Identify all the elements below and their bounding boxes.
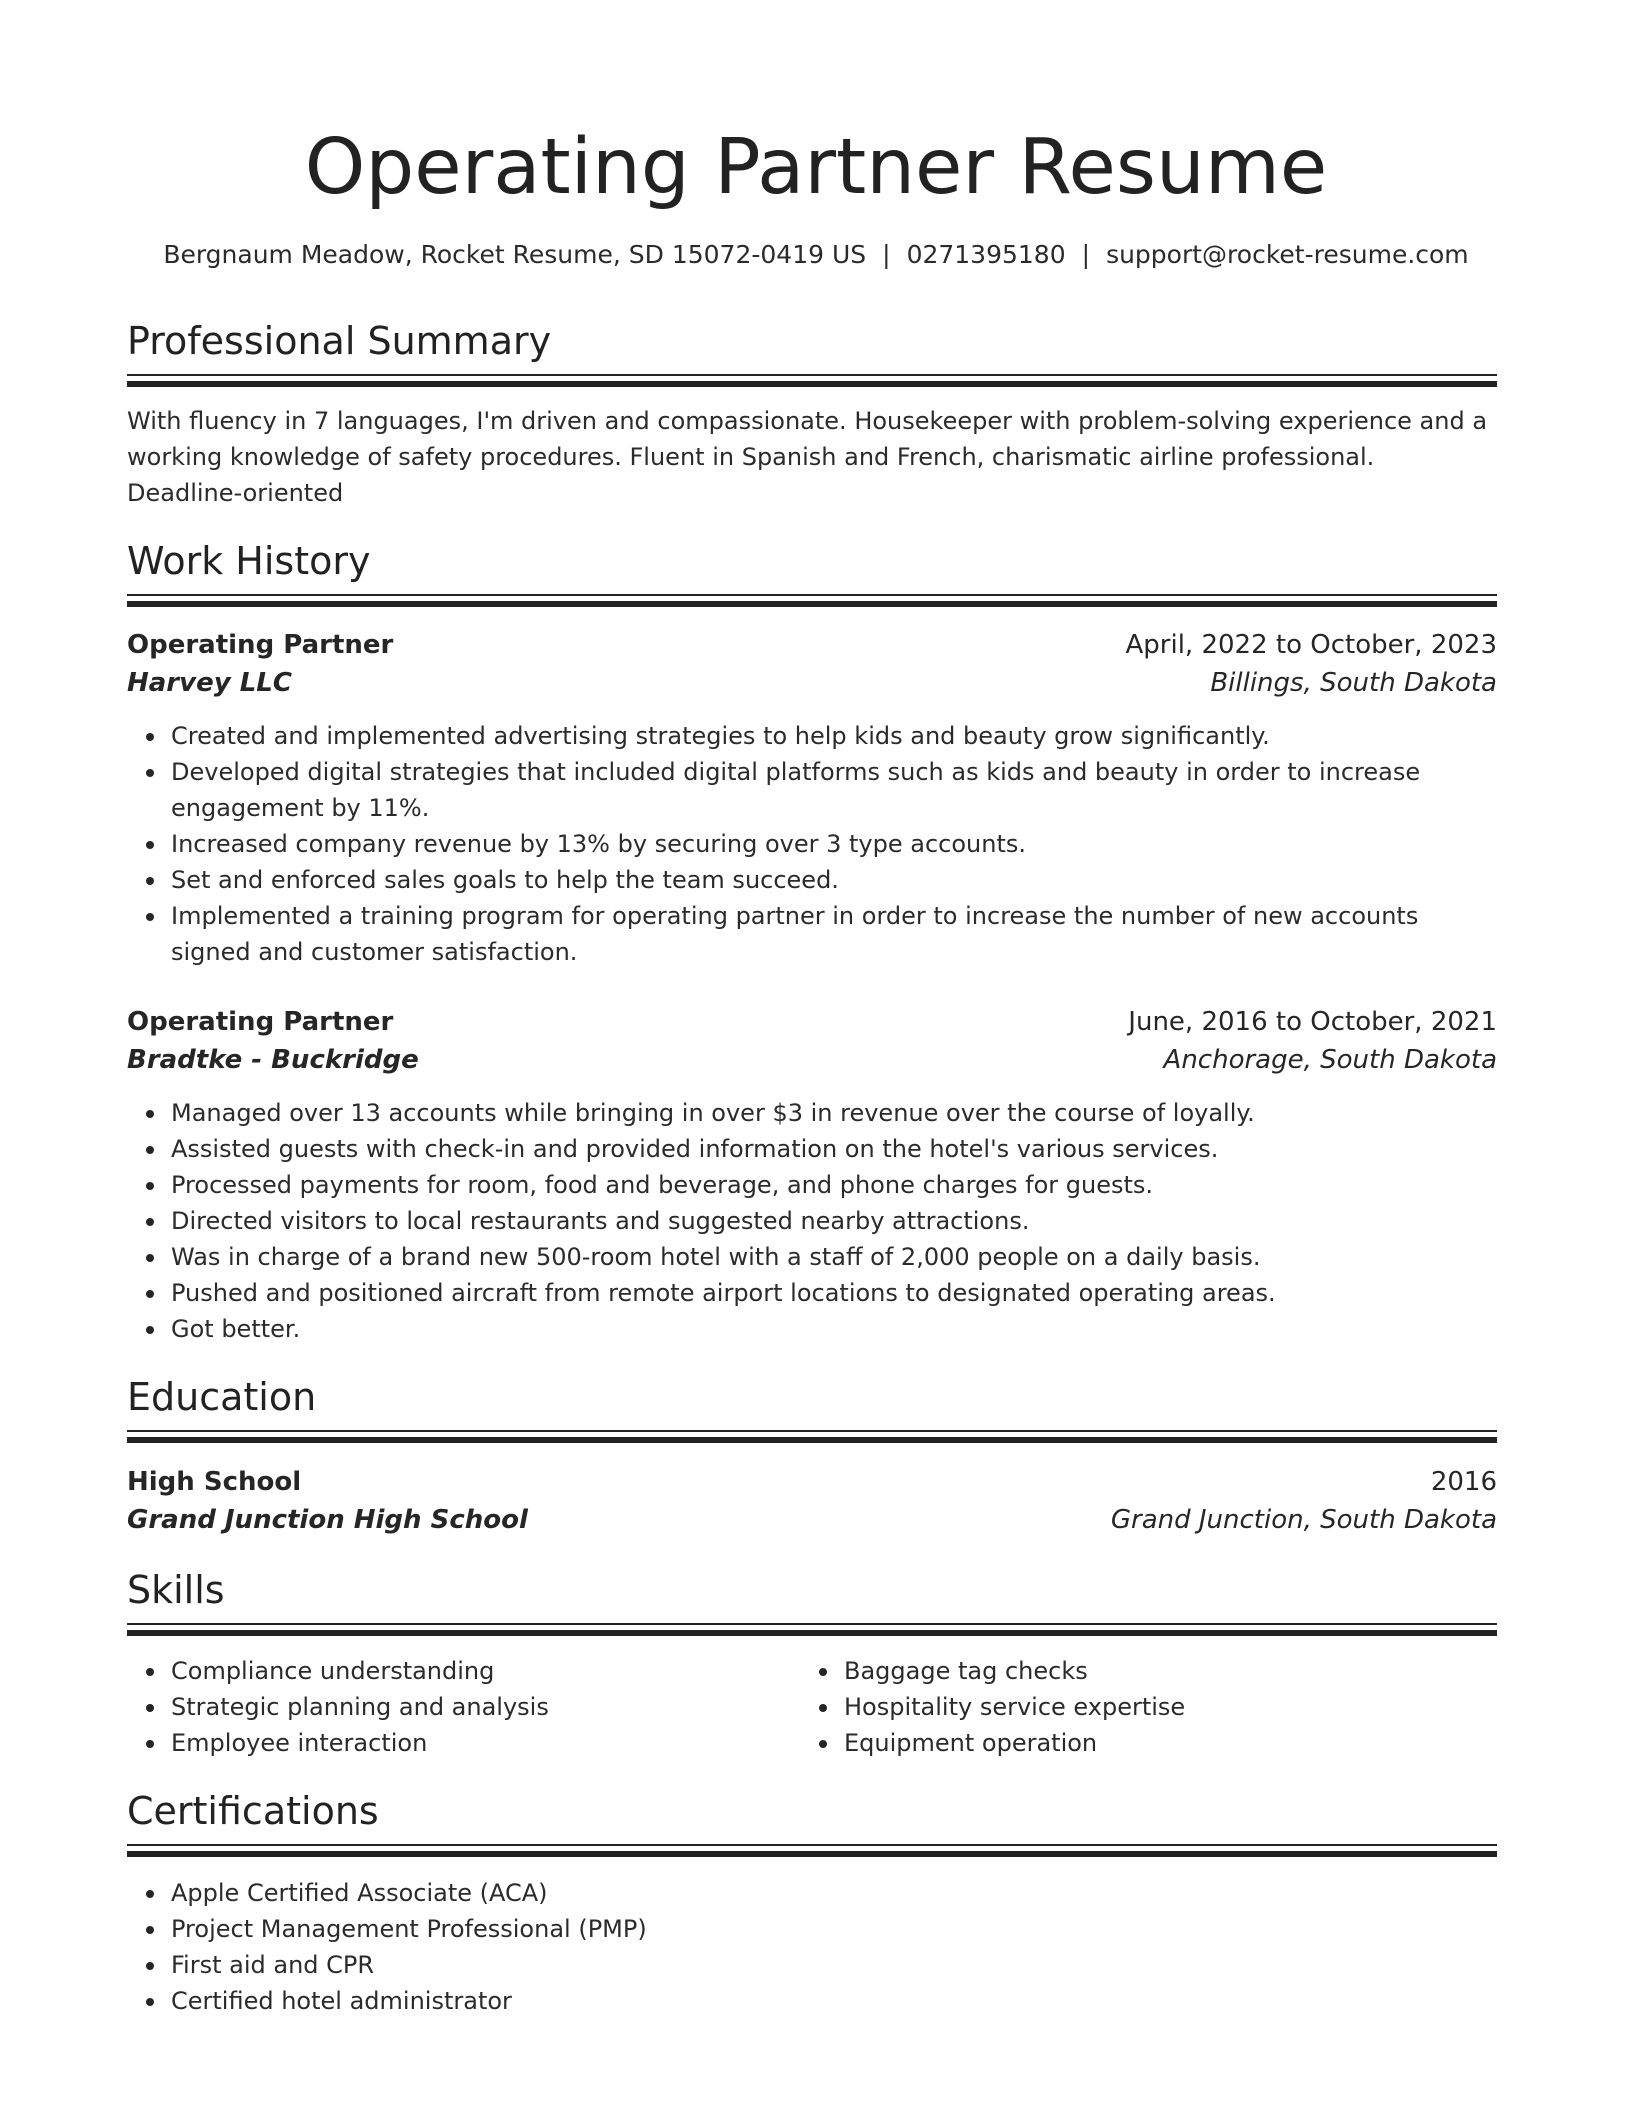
list-item: Was in charge of a brand new 500-room hotel with a staff of 2,000 people on a daily basis.: [127, 1239, 1497, 1275]
section-divider: [127, 1437, 1497, 1443]
list-item: Developed digital strategies that included digital platforms such as kids and beauty in order to increase engagement by 11%.: [127, 754, 1497, 826]
skills-heading: Skills: [127, 1568, 225, 1612]
education-year: 2016: [1430, 1467, 1497, 1497]
summary-text: With fluency in 7 languages, I'm driven and compassionate. Housekeeper with problem-solving experience and a working knowledge of safety procedures. Fluent in Spanish and French, charismatic airline professional. Deadline-oriented: [127, 407, 1488, 507]
section-divider: [127, 1623, 1497, 1625]
job-location: Anchorage, South Dakota: [1163, 1045, 1497, 1075]
work-history-heading: Work History: [127, 539, 371, 583]
list-item: Directed visitors to local restaurants and suggested nearby attractions.: [127, 1203, 1497, 1239]
skills-list-right: [800, 1653, 1460, 1761]
contact-address: Bergnaum Meadow, Rocket Resume, SD 15072-0419 US: [163, 240, 867, 269]
education-header: [127, 1463, 1497, 1501]
job-company-row: [127, 1041, 1497, 1079]
job-title: Operating Partner: [127, 630, 394, 660]
list-item: Baggage tag checks: [800, 1653, 1460, 1689]
job-company: Bradtke - Buckridge: [127, 1045, 419, 1075]
job-bullets: [127, 1095, 1497, 1347]
section-divider: [127, 374, 1497, 376]
list-item: Strategic planning and analysis: [127, 1689, 787, 1725]
list-item: Apple Certified Associate (ACA): [127, 1875, 1497, 1911]
list-item: Employee interaction: [127, 1725, 787, 1761]
job-header: [127, 626, 1497, 664]
education-location: Grand Junction, South Dakota: [1110, 1505, 1497, 1535]
list-item: Set and enforced sales goals to help the team succeed.: [127, 862, 1497, 898]
skills-list-left: [127, 1653, 787, 1761]
job-bullets: [127, 718, 1497, 970]
certifications-list: [127, 1875, 1497, 2019]
education-degree: High School: [127, 1467, 302, 1497]
section-divider: [127, 1630, 1497, 1636]
list-item: Certified hotel administrator: [127, 1983, 1497, 2019]
job-company-row: [127, 664, 1497, 702]
list-item: Got better.: [127, 1311, 1497, 1347]
job-title: Operating Partner: [127, 1007, 394, 1037]
list-item: Managed over 13 accounts while bringing in over $3 in revenue over the course of loyally.: [127, 1095, 1497, 1131]
list-item: First aid and CPR: [127, 1947, 1497, 1983]
certifications-heading: Certifications: [127, 1789, 379, 1833]
education-school: Grand Junction High School: [127, 1505, 528, 1535]
list-item: Assisted guests with check-in and provided information on the hotel's various services.: [127, 1131, 1497, 1167]
section-divider: [127, 1844, 1497, 1846]
job-header: [127, 1003, 1497, 1041]
list-item: Increased company revenue by 13% by securing over 3 type accounts.: [127, 826, 1497, 862]
job-dates: June, 2016 to October, 2021: [1128, 1007, 1497, 1037]
contact-line: [0, 237, 1632, 273]
contact-separator: |: [1081, 240, 1091, 269]
contact-email: support@rocket-resume.com: [1106, 240, 1469, 269]
list-item: Implemented a training program for operating partner in order to increase the number of new accounts signed and customer satisfaction.: [127, 898, 1497, 970]
contact-separator: |: [882, 240, 891, 269]
list-item: Compliance understanding: [127, 1653, 787, 1689]
job-location: Billings, South Dakota: [1210, 668, 1497, 698]
list-item: Pushed and positioned aircraft from remote airport locations to designated operating areas.: [127, 1275, 1497, 1311]
list-item: Equipment operation: [800, 1725, 1460, 1761]
education-heading: Education: [127, 1375, 317, 1419]
job-dates: April, 2022 to October, 2023: [1125, 630, 1497, 660]
education-school-row: [127, 1501, 1497, 1539]
job-company: Harvey LLC: [127, 668, 292, 698]
section-divider: [127, 1851, 1497, 1857]
list-item: Project Management Professional (PMP): [127, 1911, 1497, 1947]
summary-heading: Professional Summary: [127, 319, 552, 363]
section-divider: [127, 1430, 1497, 1432]
list-item: Processed payments for room, food and beverage, and phone charges for guests.: [127, 1167, 1497, 1203]
contact-phone: 0271395180: [906, 240, 1066, 269]
section-divider: [127, 594, 1497, 596]
section-divider: [127, 601, 1497, 607]
page-title: Operating Partner Resume: [304, 123, 1328, 212]
list-item: Created and implemented advertising strategies to help kids and beauty grow significantly.: [127, 718, 1497, 754]
list-item: Hospitality service expertise: [800, 1689, 1460, 1725]
section-divider: [127, 381, 1497, 387]
